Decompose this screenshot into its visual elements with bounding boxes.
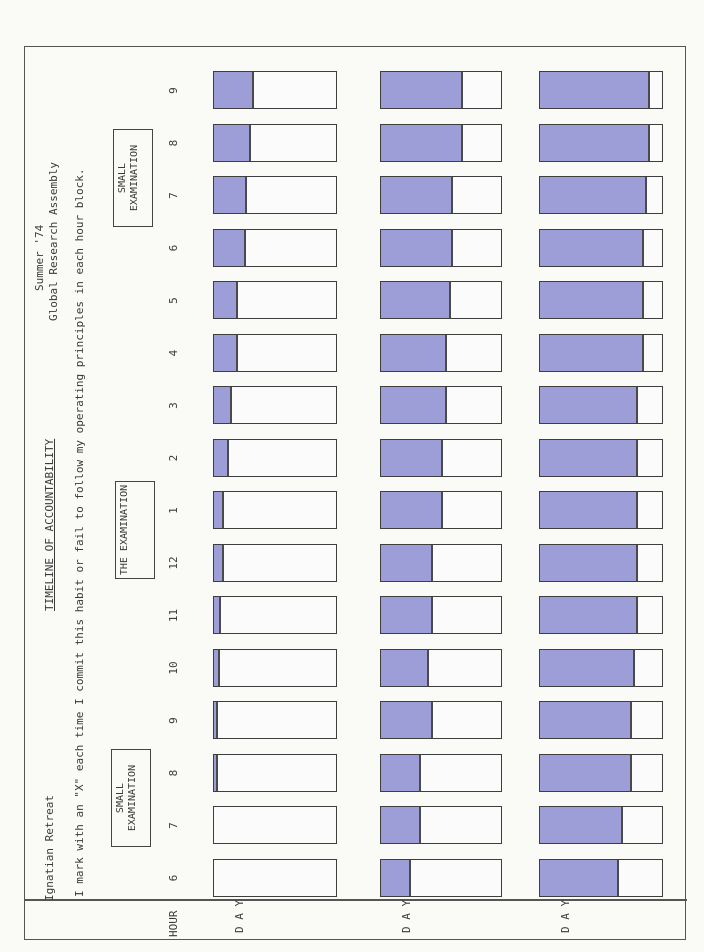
hour-block[interactable] xyxy=(539,387,663,425)
left-rule-line xyxy=(25,900,687,902)
hour-label-15: 8 xyxy=(167,139,180,147)
hour-block[interactable] xyxy=(539,72,663,110)
hour-block[interactable] xyxy=(213,334,337,372)
hour-block[interactable] xyxy=(380,334,502,372)
hour-block[interactable] xyxy=(380,229,502,267)
hour-label-13: 6 xyxy=(167,244,180,252)
hour-block-fill xyxy=(214,650,220,686)
hour-block-fill xyxy=(381,388,447,424)
hour-block-fill xyxy=(214,493,224,529)
small-examination-1: SMALL EXAMINATION xyxy=(111,749,151,847)
hour-block-fill xyxy=(540,440,638,476)
hour-block[interactable] xyxy=(213,702,337,740)
hour-block[interactable] xyxy=(213,282,337,320)
rotated-content xyxy=(25,47,687,941)
hour-block[interactable] xyxy=(213,72,337,110)
hour-block-fill xyxy=(381,493,443,529)
document-sheet xyxy=(24,46,686,940)
day-word: D A Y xyxy=(400,899,413,933)
retreat-title: Ignatian Retreat xyxy=(43,795,56,901)
hour-block-fill xyxy=(540,230,644,266)
hour-block-fill xyxy=(540,755,632,791)
hour-block[interactable] xyxy=(539,492,663,530)
hour-label: HOUR xyxy=(167,910,180,937)
hour-block[interactable] xyxy=(539,859,663,897)
hour-block[interactable] xyxy=(539,544,663,582)
hour-block[interactable] xyxy=(539,439,663,477)
hour-block[interactable] xyxy=(539,177,663,215)
hour-block[interactable] xyxy=(213,649,337,687)
hour-label-4: 9 xyxy=(167,717,180,724)
hour-block-fill xyxy=(540,125,650,161)
hour-block-fill xyxy=(381,650,429,686)
hour-label-5: 10 xyxy=(167,661,180,675)
hour-block-fill xyxy=(540,860,619,896)
hour-label-7: 12 xyxy=(167,556,180,570)
hour-block-fill xyxy=(214,73,254,109)
hour-label-11: 4 xyxy=(167,349,180,357)
hour-block[interactable] xyxy=(380,702,502,740)
hour-block[interactable] xyxy=(213,807,337,845)
hour-block[interactable] xyxy=(539,334,663,372)
hour-label-16: 9 xyxy=(167,87,180,94)
hour-block[interactable] xyxy=(213,229,337,267)
hour-block-fill xyxy=(214,178,247,214)
the-examination: THE EXAMINATION xyxy=(115,481,155,579)
hour-block[interactable] xyxy=(380,859,502,897)
hour-block-fill xyxy=(214,388,232,424)
hour-block[interactable] xyxy=(380,387,502,425)
hour-block-fill xyxy=(540,650,635,686)
hour-label-2: 7 xyxy=(167,822,180,829)
hour-block-fill xyxy=(381,755,421,791)
hour-block[interactable] xyxy=(213,124,337,162)
hour-block[interactable] xyxy=(380,754,502,792)
hour-block[interactable] xyxy=(380,544,502,582)
hour-block-fill xyxy=(381,335,447,371)
hour-block[interactable] xyxy=(213,544,337,582)
hour-block-fill xyxy=(381,283,451,319)
hour-block[interactable] xyxy=(380,124,502,162)
hour-block[interactable] xyxy=(213,754,337,792)
hour-label-14: 7 xyxy=(167,192,180,199)
hour-block[interactable] xyxy=(213,439,337,477)
hour-block[interactable] xyxy=(539,807,663,845)
hour-block-fill xyxy=(540,283,644,319)
hour-block[interactable] xyxy=(380,807,502,845)
hour-block-fill xyxy=(540,73,650,109)
small-examination-2: SMALL EXAMINATION xyxy=(113,129,153,227)
hour-block[interactable] xyxy=(380,649,502,687)
hour-block-fill xyxy=(381,440,443,476)
hour-block[interactable] xyxy=(380,597,502,635)
hour-block[interactable] xyxy=(539,229,663,267)
hour-block-fill xyxy=(540,335,644,371)
hour-block-fill xyxy=(381,598,433,634)
hour-block-fill xyxy=(381,808,421,844)
hour-block-fill xyxy=(381,178,453,214)
hour-block[interactable] xyxy=(539,649,663,687)
hour-block[interactable] xyxy=(213,597,337,635)
hour-block-fill xyxy=(540,388,638,424)
hour-block[interactable] xyxy=(213,859,337,897)
hour-block[interactable] xyxy=(213,387,337,425)
hour-block-fill xyxy=(214,125,251,161)
hour-block-fill xyxy=(381,230,453,266)
hour-label-3: 8 xyxy=(167,769,180,777)
hour-block-fill xyxy=(214,335,238,371)
hour-block[interactable] xyxy=(539,702,663,740)
hour-block-fill xyxy=(214,230,246,266)
hour-block-fill xyxy=(214,755,218,791)
hour-block[interactable] xyxy=(539,597,663,635)
hour-block[interactable] xyxy=(380,177,502,215)
hour-label-6: 11 xyxy=(167,608,180,623)
hour-block[interactable] xyxy=(213,177,337,215)
hour-label-12: 5 xyxy=(167,297,180,304)
hour-block-fill xyxy=(540,808,623,844)
hour-block-fill xyxy=(214,440,229,476)
hour-label-9: 2 xyxy=(167,454,180,462)
timeline-title: TIMELINE OF ACCOUNTABILITY xyxy=(43,438,56,611)
hour-block[interactable] xyxy=(380,439,502,477)
hour-block[interactable] xyxy=(380,72,502,110)
hour-block-fill xyxy=(381,125,463,161)
hour-block[interactable] xyxy=(213,492,337,530)
hour-block[interactable] xyxy=(380,492,502,530)
season-label: Summer '74 xyxy=(33,224,46,291)
hour-block-fill xyxy=(381,860,411,896)
hour-block-fill xyxy=(540,703,632,739)
hour-block-fill xyxy=(214,703,218,739)
hour-block-fill xyxy=(214,283,238,319)
hour-block-fill xyxy=(540,545,638,581)
hour-block[interactable] xyxy=(380,282,502,320)
hour-block[interactable] xyxy=(539,754,663,792)
day-word: D A Y xyxy=(559,899,572,933)
hour-block-fill xyxy=(540,598,638,634)
hour-block-fill xyxy=(214,598,221,634)
hour-block-fill xyxy=(381,703,433,739)
hour-label-8: 1 xyxy=(167,507,180,514)
hour-block-fill xyxy=(214,545,224,581)
hour-block-fill xyxy=(381,545,433,581)
day-word: D A Y xyxy=(233,899,246,933)
instruction-text: I mark with an "X" each time I commit this habit or fail to follow my operating principles in each hour block. xyxy=(73,168,86,897)
hour-block-fill xyxy=(540,178,647,214)
organization-label: Global Research Assembly xyxy=(47,162,60,321)
hour-block[interactable] xyxy=(539,124,663,162)
hour-block-fill xyxy=(381,73,463,109)
hour-block[interactable] xyxy=(539,282,663,320)
hour-block-fill xyxy=(540,493,638,529)
hour-label-1: 6 xyxy=(167,874,180,882)
hour-label-10: 3 xyxy=(167,402,180,409)
